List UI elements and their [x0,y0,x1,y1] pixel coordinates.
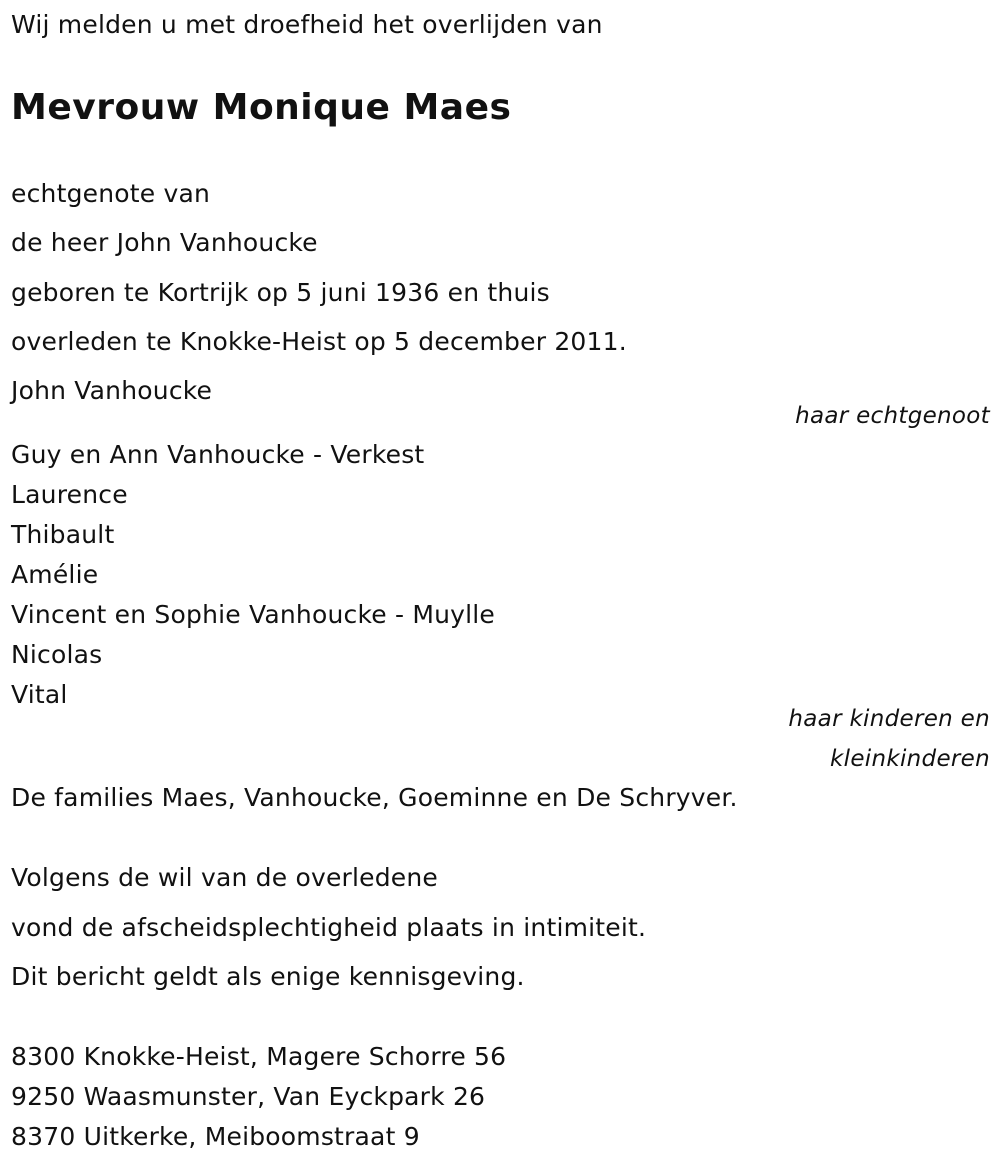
family-name: Laurence [11,480,128,509]
address-line: 8370 Uitkerke, Meiboomstraat 9 [11,1122,420,1151]
closing-line: vond de afscheidsplechtigheid plaats in intimiteit. [11,913,647,942]
family-name: Guy en Ann Vanhoucke - Verkest [11,440,425,469]
family-name: Vincent en Sophie Vanhoucke - Muylle [11,600,496,629]
intro-text: Wij melden u met droefheid het overlijden van [11,10,603,39]
address-line: 9250 Waasmunster, Van Eyckpark 26 [11,1082,486,1111]
closing-line: Volgens de wil van de overledene [11,863,439,892]
family-name: Amélie [11,560,99,589]
family-relation-line1: haar kinderen en [788,706,990,732]
closing-line: Dit bericht geldt als enige kennisgeving. [11,962,525,991]
detail-line: geboren te Kortrijk op 5 juni 1936 en thuis [11,278,550,307]
deceased-name: Mevrouw Monique Maes [11,87,512,128]
spouse-relation: haar echtgenoot [795,403,990,429]
family-name: Nicolas [11,640,103,669]
family-name: Thibault [11,520,115,549]
spouse-name: John Vanhoucke [11,376,213,405]
families-line: De families Maes, Vanhoucke, Goeminne en De Schryver. [11,783,738,812]
detail-line: echtgenote van [11,179,211,208]
detail-line: overleden te Knokke-Heist op 5 december 2011. [11,327,627,356]
family-relation-line2: kleinkinderen [830,746,990,772]
detail-line: de heer John Vanhoucke [11,228,318,257]
address-line: 8300 Knokke-Heist, Magere Schorre 56 [11,1042,507,1071]
family-name: Vital [11,680,68,709]
